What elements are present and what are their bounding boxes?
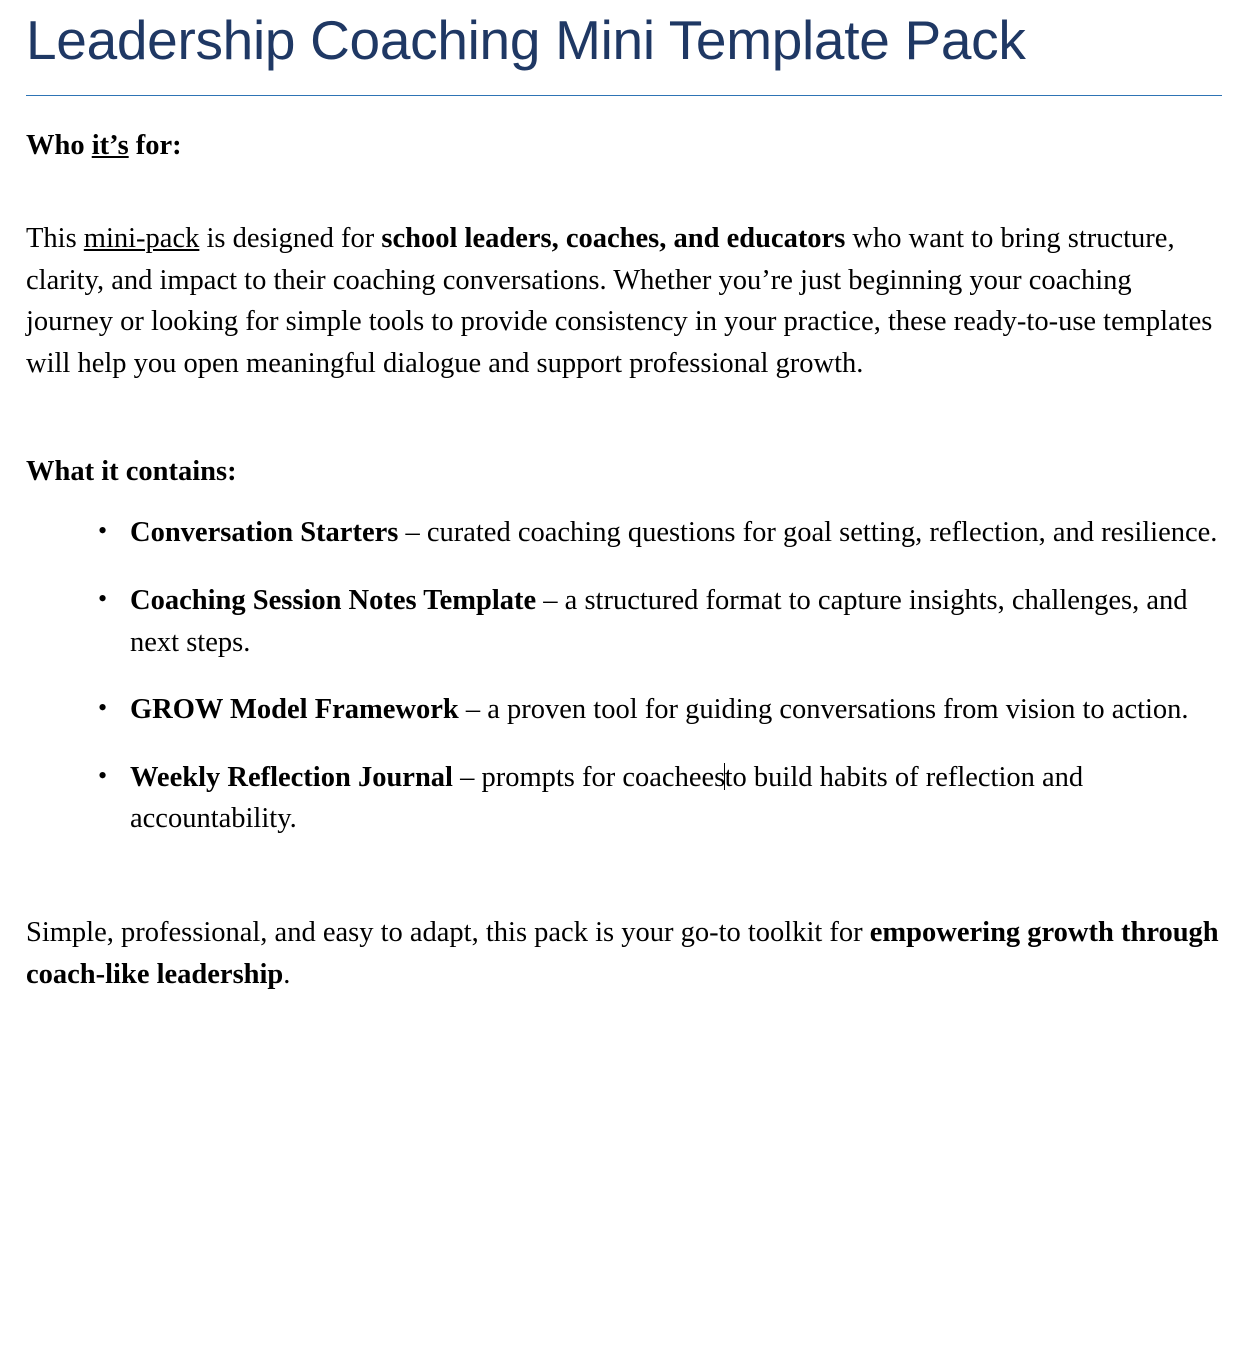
intro-audience-bold: school leaders, coaches, and educators (381, 222, 846, 254)
spacer (26, 840, 1221, 912)
list-item-title: Coaching Session Notes Template (130, 584, 537, 616)
intro-underlined-term: mini-pack (83, 222, 200, 254)
list-item-text: – curated coaching questions for goal setting, reflection, and resilience. (398, 517, 1218, 549)
list-item-title: GROW Model Framework (130, 694, 459, 726)
who-its-for-heading (26, 130, 1221, 162)
list-item (130, 757, 1221, 840)
spacer (26, 384, 1221, 456)
intro-part-1: This (26, 222, 84, 254)
who-heading-pre: Who (26, 129, 92, 161)
spacer (26, 162, 1221, 218)
contains-list (26, 512, 1221, 840)
closing-part-2: . (283, 958, 291, 990)
list-item-title: Conversation Starters (130, 517, 399, 549)
page-title: Leadership Coaching Mini Template Pack (26, 9, 1026, 71)
list-item (130, 580, 1221, 663)
what-it-contains-heading: What it contains: (26, 456, 237, 488)
closing-part-1: Simple, professional, and easy to adapt, this pack is your go-to toolkit for (26, 916, 870, 948)
closing-paragraph (26, 912, 1221, 995)
intro-part-2: is designed for (199, 222, 382, 254)
list-item (130, 689, 1221, 731)
list-item-text-after-cursor: to build habits of reflection and accountability. (130, 761, 1084, 835)
list-item-text: – a structured format to capture insights, challenges, and next steps. (130, 584, 1188, 658)
list-item-text-before-cursor: – prompts for coachees (452, 761, 726, 793)
list-item-title: Weekly Reflection Journal (130, 761, 453, 793)
who-heading-post: for: (128, 129, 182, 161)
list-item-text: – a proven tool for guiding conversations from vision to action. (458, 694, 1189, 726)
who-heading-underlined: it’s (91, 129, 129, 161)
spacer (26, 96, 1221, 130)
closing-bold: empowering growth through coach-like leadership (26, 916, 1219, 990)
intro-part-3: who want to bring structure, clarity, and impact to their coaching conversations. Whether you’re just beginning your coaching journey or looking for simple tools to provide consistency in your practice, these ready-to-use templates will help you open meaningful dialogue and support professional growth. (26, 222, 1213, 379)
list-item (130, 512, 1221, 554)
intro-paragraph (26, 218, 1221, 384)
document-page (0, 8, 1251, 1360)
